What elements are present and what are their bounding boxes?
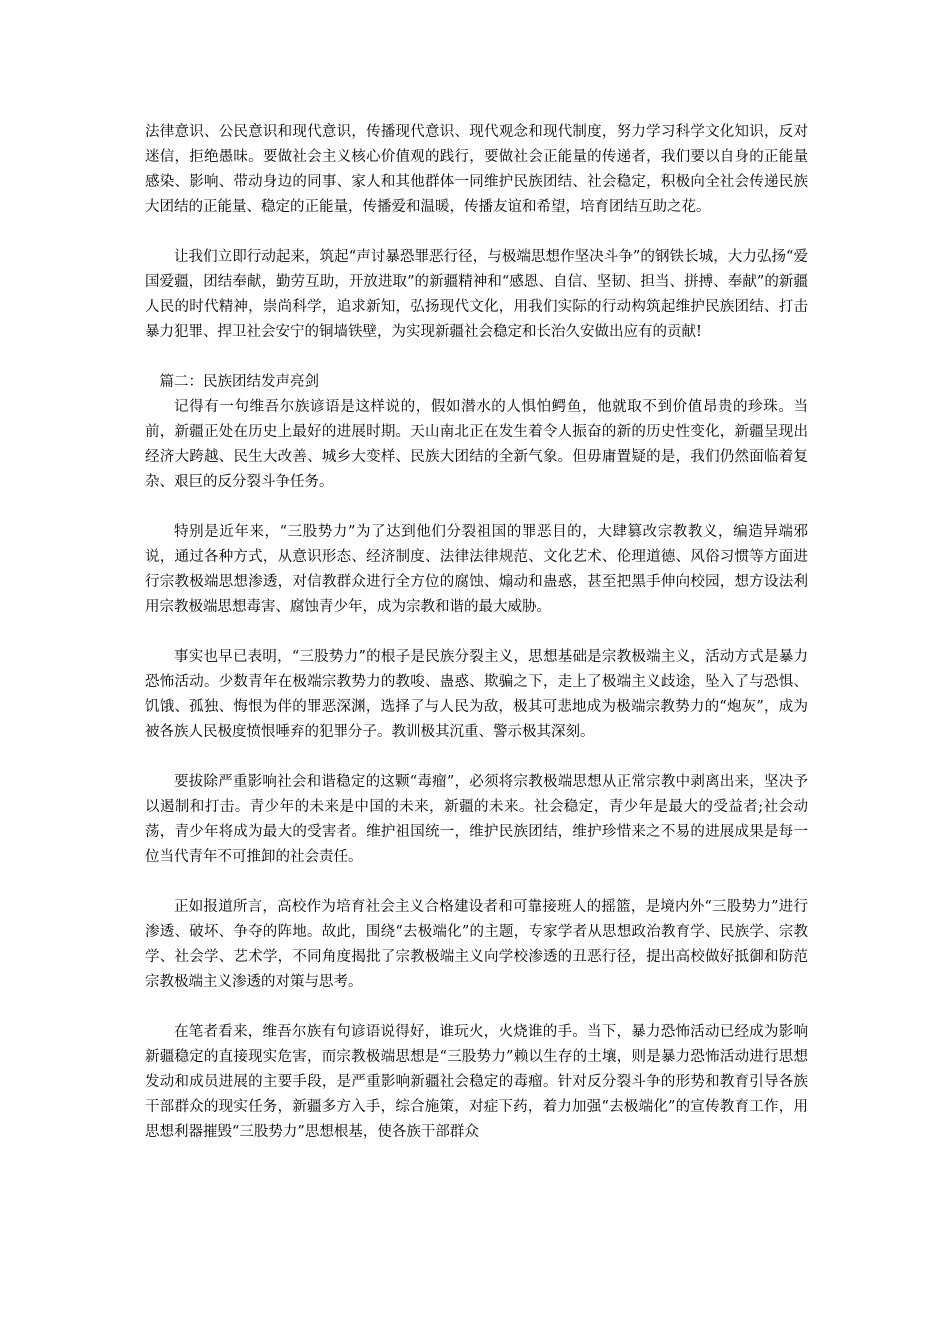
paragraph: 记得有一句维吾尔族谚语是这样说的，假如潜水的人惧怕鳄鱼，他就取不到价值昂贵的珍珠。当前，新疆正处在历史上最好的进展时期。天山南北正在发生着令人振奋的新的历史性变化，新疆呈现出经济大跨越、民生大改善、城乡大变样、民族大团结的全新气象。但毋庸置疑的是，我们仍然面临着复杂、艰巨的反分裂斗争任务。 <box>145 399 808 490</box>
section-heading: 篇二：民族团结发声亮剑 <box>159 374 319 390</box>
paragraph: 事实也早已表明，“三股势力”的根子是民族分裂主义，思想基础是宗教极端主义，活动方式是暴力恐怖活动。少数青年在极端宗教势力的教唆、蛊惑、欺骗之下，走上了极端主义歧途，坠入了与恐惧、饥饿、孤独、悔恨为伴的罪恶深渊，选择了与人民为敌，极其可悲地成为极端宗教势力的“炮灰”，成为被各族人民极度愤恨唾弃的犯罪分子。教训极其沉重、警示极其深刻。 <box>145 649 808 740</box>
paragraph: 要拔除严重影响社会和谐稳定的这颗“毒瘤”，必须将宗教极端思想从正常宗教中剥离出来，坚决予以遏制和打击。青少年的未来是中国的未来，新疆的未来。社会稳定，青少年是最大的受益者;社会动荡，青少年将成为最大的受害者。维护祖国统一，维护民族团结，维护珍惜来之不易的进展成果是每一位当代青年不可推卸的社会责任。 <box>145 774 808 865</box>
document-body <box>145 120 808 1145</box>
paragraph: 在笔者看来，维吾尔族有句谚语说得好，谁玩火，火烧谁的手。当下，暴力恐怖活动已经成为影响新疆稳定的直接现实危害，而宗教极端思想是“三股势力”赖以生存的土壤，则是暴力恐怖活动进行思想发动和成员进展的主要手段，是严重影响新疆社会稳定的毒瘤。针对反分裂斗争的形势和教育引导各族干部群众的现实任务，新疆多方入手，综合施策，对症下药，着力加强“去极端化”的宣传教育工作，用思想利器摧毁“三股势力”思想根基，使各族干部群众 <box>145 1024 808 1140</box>
paragraph: 正如报道所言，高校作为培育社会主义合格建设者和可靠接班人的摇篮，是境内外“三股势力”进行渗透、破坏、争夺的阵地。故此，围绕“去极端化”的主题，专家学者从思想政治教育学、民族学、宗教学、社会学、艺术学，不同角度揭批了宗教极端主义向学校渗透的丑恶行径，提出高校做好抵御和防范宗教极端主义渗透的对策与思考。 <box>145 899 808 990</box>
paragraph: 特别是近年来，“三股势力”为了达到他们分裂祖国的罪恶目的，大肆篡改宗教教义，编造异端邪说，通过各种方式，从意识形态、经济制度、法律法律规范、文化艺术、伦理道德、风俗习惯等方面进行宗教极端思想渗透，对信教群众进行全方位的腐蚀、煽动和蛊惑，甚至把黑手伸向校园，想方设法利用宗教极端思想毒害、腐蚀青少年，成为宗教和谐的最大威胁。 <box>145 524 808 615</box>
paragraph-continued: 法律意识、公民意识和现代意识，传播现代意识、现代观念和现代制度，努力学习科学文化知识，反对迷信，拒绝愚昧。要做社会主义核心价值观的践行，要做社会正能量的传递者，我们要以自身的正能量感染、影响、带动身边的同事、家人和其他群体一同维护民族团结、社会稳定，积极向全社会传递民族大团结的正能量、稳定的正能量，传播爱和温暖，传播友谊和希望，培育团结互助之花。 <box>145 124 808 215</box>
paragraph-call-to-action: 让我们立即行动起来，筑起“声讨暴恐罪恶行径，与极端思想作坚决斗争”的钢铁长城，大力弘扬“爱国爱疆，团结奉献，勤劳互助，开放进取”的新疆精神和“感恩、自信、坚韧、担当、拼搏、奉献”的新疆人民的时代精神，崇尚科学，追求新知，弘扬现代文化，用我们实际的行动构筑起维护民族团结、打击暴力犯罪、捍卫社会安宁的铜墙铁壁，为实现新疆社会稳定和长治久安做出应有的贡献! <box>145 249 808 340</box>
